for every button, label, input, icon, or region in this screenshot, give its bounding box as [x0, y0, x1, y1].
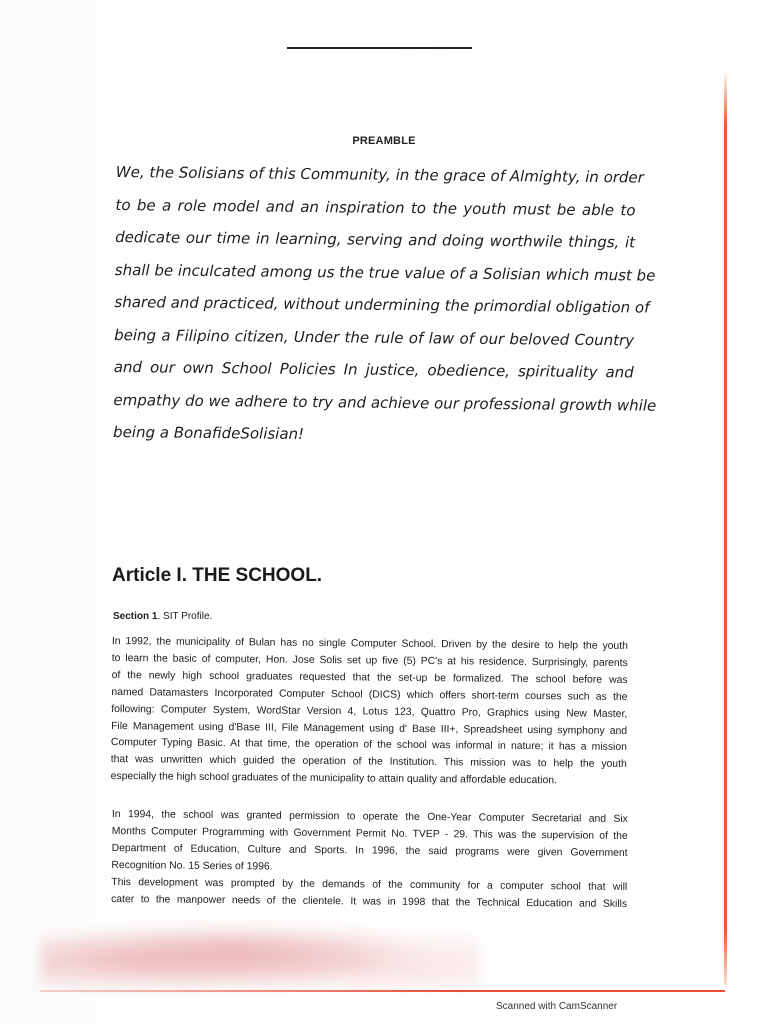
paragraph-line: Months Computer Programming with Government Permit No. TVEP - 29. This was the supervision of the — [111, 825, 628, 842]
paragraph-line: to learn the basic of computer, Hon. Jose Solis set up five (5) PC's at his residence. Surprisingly, parents — [111, 652, 628, 669]
paragraph-1 — [111, 634, 628, 791]
paragraph-2 — [111, 807, 628, 913]
bottom-edge-stripe — [40, 990, 725, 992]
preamble-line: empathy do we adhere to try and achieve our professional growth while — [113, 390, 657, 415]
preamble-line: dedicate our time in learning, serving and doing worthwile things, it — [115, 227, 636, 252]
paragraph-line: of the newly high school graduates requested that the set-up be formalized. The school before was — [111, 669, 628, 686]
scan-smudge — [40, 918, 480, 990]
paragraph-line: Department of Education, Culture and Sports. In 1996, the said programs were given Government — [111, 842, 628, 859]
paragraph-line: This development was prompted by the demands of the community for a computer school that will — [111, 876, 628, 893]
preamble-line: shared and practiced, without undermining the primordial obligation of — [114, 292, 650, 317]
preamble-line: being a Filipino citizen, Under the rule of law of our beloved Country — [114, 325, 635, 349]
scanner-watermark: Scanned with CamScanner — [496, 1001, 618, 1012]
section-title: . SIT Profile. — [157, 611, 213, 622]
paragraph-line: cater to the manpower needs of the clientele. It was in 1998 that the Technical Education and Skills — [111, 893, 628, 910]
paragraph-line: named Datamasters Incorporated Computer School (DICS) which offers short-term courses such as the — [111, 686, 628, 703]
paragraph-line: File Management using d'Base III, File Management using d' Base III+, Spreadsheet using symphony and — [111, 720, 628, 737]
preamble-line: being a BonafideSolisian! — [113, 422, 305, 443]
paragraph-line: that was unwritten which guided the operation of the Institution. This mission was to help the youth — [110, 754, 627, 771]
paragraph-line: Recognition No. 15 Series of 1996. — [111, 859, 273, 873]
paragraph-line: In 1994, the school was granted permission to operate the One-Year Computer Secretarial and Six — [111, 808, 628, 825]
preamble-line: We, the Solisians of this Community, in the grace of Almighty, in order — [115, 162, 644, 187]
section-heading — [113, 611, 212, 622]
top-rule — [287, 47, 472, 49]
paragraph-line: following: Computer System, WordStar Version 4, Lotus 123, Quattro Pro, Graphics using New Master, — [111, 703, 628, 720]
section-label: Section 1 — [113, 611, 158, 622]
paragraph-line: In 1992, the municipality of Bulan has no single Computer School. Driven by the desire to help the youth — [111, 635, 628, 652]
paragraph-line: especially the high school graduates of the municipality to attain quality and affordable education. — [110, 771, 557, 787]
article-heading: Article I. THE SCHOOL. — [112, 565, 323, 586]
page-edge-stripe — [724, 70, 727, 985]
preamble-text — [113, 156, 657, 454]
preamble-title: PREAMBLE — [352, 135, 416, 147]
preamble-line: to be a role model and an inspiration to the youth must be able to — [115, 195, 636, 219]
preamble-line: and our own School Policies In justice, obedience, spirituality and — [113, 357, 634, 382]
paragraph-line: Computer Typing Basic. At that time, the operation of the school was informal in nature; it has a mission — [110, 737, 627, 754]
preamble-line: shall be inculcated among us the true value of a Solisian which must be — [114, 260, 656, 285]
